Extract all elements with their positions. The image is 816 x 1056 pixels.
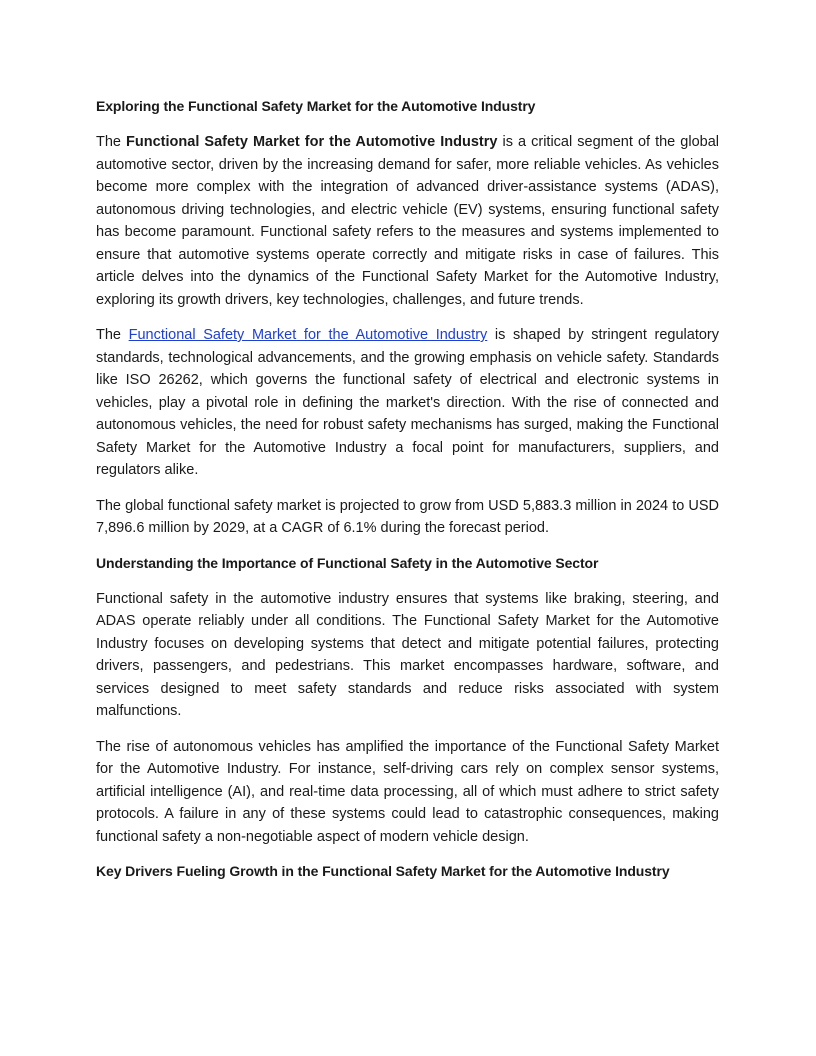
- section-heading-importance: Understanding the Importance of Functional Safety in the Automotive Sector: [96, 554, 599, 571]
- overview-body: is shaped by stringent regulatory standards, technological advancements, and the growing emphasis on vehicle safety. Standards like ISO 26262, which governs the functional safety of electrical and electronic systems in vehicles, play a pivotal role in defining the market's direction. With the rise of connected and autonomous vehicles, the need for robust safety mechanisms has surged, making the Functional Safety Market for the Automotive Industry a focal point for manufacturers, suppliers, and regulators alike.: [96, 327, 719, 478]
- importance-paragraph-2: The rise of autonomous vehicles has amplified the importance of the Functional Safety Market for the Automotive Industry. For instance, self-driving cars rely on complex sensor systems, artificial intelligence (AI), and real-time data processing, all of which must adhere to strict safety protocols. A failure in any of these systems could lead to catastrophic consequences, making functional safety a non-negotiable aspect of modern vehicle design.: [96, 738, 719, 845]
- importance-paragraph-1: Functional safety in the automotive industry ensures that systems like braking, steering, and ADAS operate reliably under all conditions. The Functional Safety Market for the Automotive Industry focuses on developing systems that detect and mitigate potential failures, protecting drivers, passengers, and pedestrians. This market encompasses hardware, software, and services designed to meet safety standards and reduce risks associated with system malfunctions.: [96, 590, 719, 719]
- section-heading-key-drivers: Key Drivers Fueling Growth in the Functional Safety Market for the Automotive Industry: [96, 863, 670, 879]
- intro-bold-term: Functional Safety Market for the Automotive Industry: [126, 134, 498, 150]
- market-overview-paragraph: [96, 324, 719, 482]
- intro-paragraph: [96, 131, 719, 311]
- intro-prefix: The: [96, 134, 127, 150]
- market-forecast-paragraph: The global functional safety market is projected to grow from USD 5,883.3 million in 2024 to USD 7,896.6 million by 2029, at a CAGR of 6.1% during the forecast period.: [96, 497, 719, 536]
- overview-prefix: The: [96, 327, 129, 343]
- functional-safety-market-link[interactable]: Functional Safety Market for the Automotive Industry: [128, 327, 488, 343]
- section-heading-exploring: Exploring the Functional Safety Market for the Automotive Industry: [96, 98, 536, 114]
- intro-body: is a critical segment of the global automotive sector, driven by the increasing demand for safer, more reliable vehicles. As vehicles become more complex with the integration of advanced driver-assistance systems (ADAS), autonomous driving technologies, and electric vehicle (EV) systems, ensuring functional safety has become paramount. Functional safety refers to the measures and systems implemented to ensure that automotive systems operate correctly and mitigate risks in case of failures. This article delves into the dynamics of the Functional Safety Market for the Automotive Industry, exploring its growth drivers, key technologies, challenges, and future trends.: [96, 134, 720, 308]
- document-page: [96, 96, 719, 896]
